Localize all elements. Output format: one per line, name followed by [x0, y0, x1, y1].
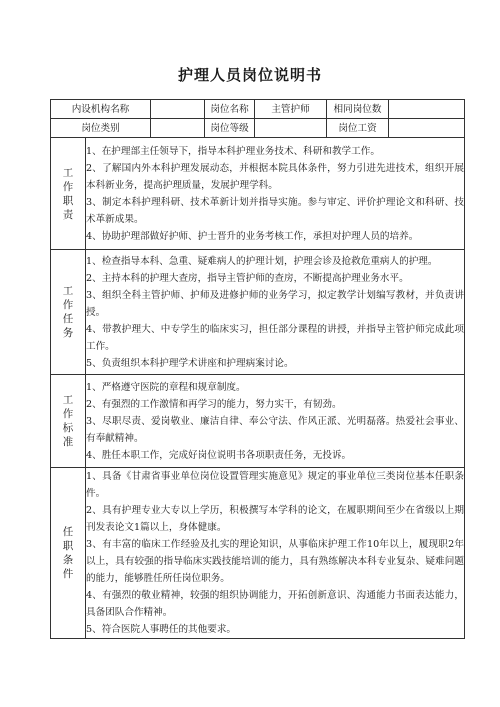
- section-standards: [51, 375, 465, 468]
- list-item: 4、有强烈的敬业精神，较强的组织协调能力，开拓创新意识、沟通能力书面表达能力，具备团队合作精神。: [86, 590, 464, 618]
- post-category-label: 岗位类别: [51, 119, 151, 138]
- section-body: [86, 250, 465, 375]
- section-qualifications: [51, 468, 465, 639]
- list-item: 1、具备《甘肃省事业单位岗位设置管理实施意见》规定的事业单位三类岗位基本任职条件。: [86, 471, 464, 499]
- list-item: 5、负责组织本科护理学术讲座和护理病案讨论。: [86, 357, 294, 369]
- post-salary-value: [389, 119, 465, 138]
- job-description-table: [50, 99, 465, 639]
- post-name-value: 主管护师: [255, 100, 327, 119]
- list-item: 4、带教护理大、中专学生的临床实习，担任部分课程的讲授，并指导主管护师完成此项工作。: [86, 323, 464, 352]
- post-level-value: [255, 119, 327, 138]
- list-item: 4、胜任本职工作，完成好岗位说明书各项职责任务，无投诉。: [86, 449, 352, 461]
- same-post-count-label: 相同岗位数: [327, 100, 389, 119]
- list-item: 2、了解国内外本科护理发展动态，并根据本院具体条件，努力引进先进技术，组织开展本科新业务，提高护理质量，发展护理学科。: [86, 162, 464, 191]
- section-body: [86, 375, 465, 468]
- list-item: 3、尽职尽责、爱岗敬业、廉洁自律、奉公守法、作风正派、光明磊落。热爱社会事业、有奉献精神。: [86, 415, 464, 444]
- list-item: 2、具有护理专业大专以上学历，积极撰写本学科的论文，在履职期间至少在省级以上期刊发表论文1篇以上，身体健康。: [86, 505, 464, 533]
- header-row-2: [51, 119, 465, 138]
- list-item: 1、严格遵守医院的章程和规章制度。: [86, 381, 246, 393]
- post-salary-label: 岗位工资: [327, 119, 389, 138]
- header-row-1: [51, 100, 465, 119]
- list-item: 3、组织全科主管护师、护师及进修护师的业务学习，拟定教学计划编写教材，并负责讲授。: [86, 289, 464, 318]
- list-item: 2、有强烈的工作激情和再学习的能力，努力实干，有韧劲。: [86, 398, 342, 410]
- list-item: 2、主持本科的护理大查房，指导主管护师的查房，不断提高护理业务水平。: [86, 272, 409, 284]
- list-item: 4、协助护理部做好护师、护士晋升的业务考核工作，承担对护理人员的培养。: [86, 230, 419, 242]
- list-item: 3、有丰富的临床工作经验及扎实的理论知识，从事临床护理工作10年以上，履现职2年以上，具有较强的指导临床实践技能培训的能力，具有熟练解决本科专业复杂、疑难问题的能力，能够胜任所任岗位职务。: [86, 539, 464, 584]
- post-category-value: [151, 119, 205, 138]
- list-item: 1、检查指导本科、急重、疑难病人的护理计划，护理会诊及抢救危重病人的护理。: [86, 255, 438, 267]
- same-post-count-value: [389, 100, 465, 119]
- section-label: 工 作 职 责: [51, 138, 86, 250]
- dept-name-label: 内设机构名称: [51, 100, 151, 119]
- section-label: 任 职 条 件: [51, 468, 86, 639]
- section-duties: [51, 138, 465, 250]
- section-tasks: [51, 250, 465, 375]
- list-item: 5、符合医院人事聘任的其他要求。: [86, 624, 237, 635]
- dept-name-value: [151, 100, 205, 119]
- section-label: 工 作 标 准: [51, 375, 86, 468]
- section-label: 工 作 任 务: [51, 250, 86, 375]
- list-item: 1、在护理部主任领导下，指导本科护理业务技术、科研和教学工作。: [86, 145, 380, 157]
- section-body: [86, 468, 465, 639]
- section-body: [86, 138, 465, 250]
- post-name-label: 岗位名称: [205, 100, 255, 119]
- post-level-label: 岗位等级: [205, 119, 255, 138]
- list-item: 3、制定本科护理科研、技术革新计划并指导实施。参与审定、评价护理论文和科研、技术革新成果。: [86, 196, 464, 225]
- document-title: 护理人员岗位说明书: [177, 66, 322, 84]
